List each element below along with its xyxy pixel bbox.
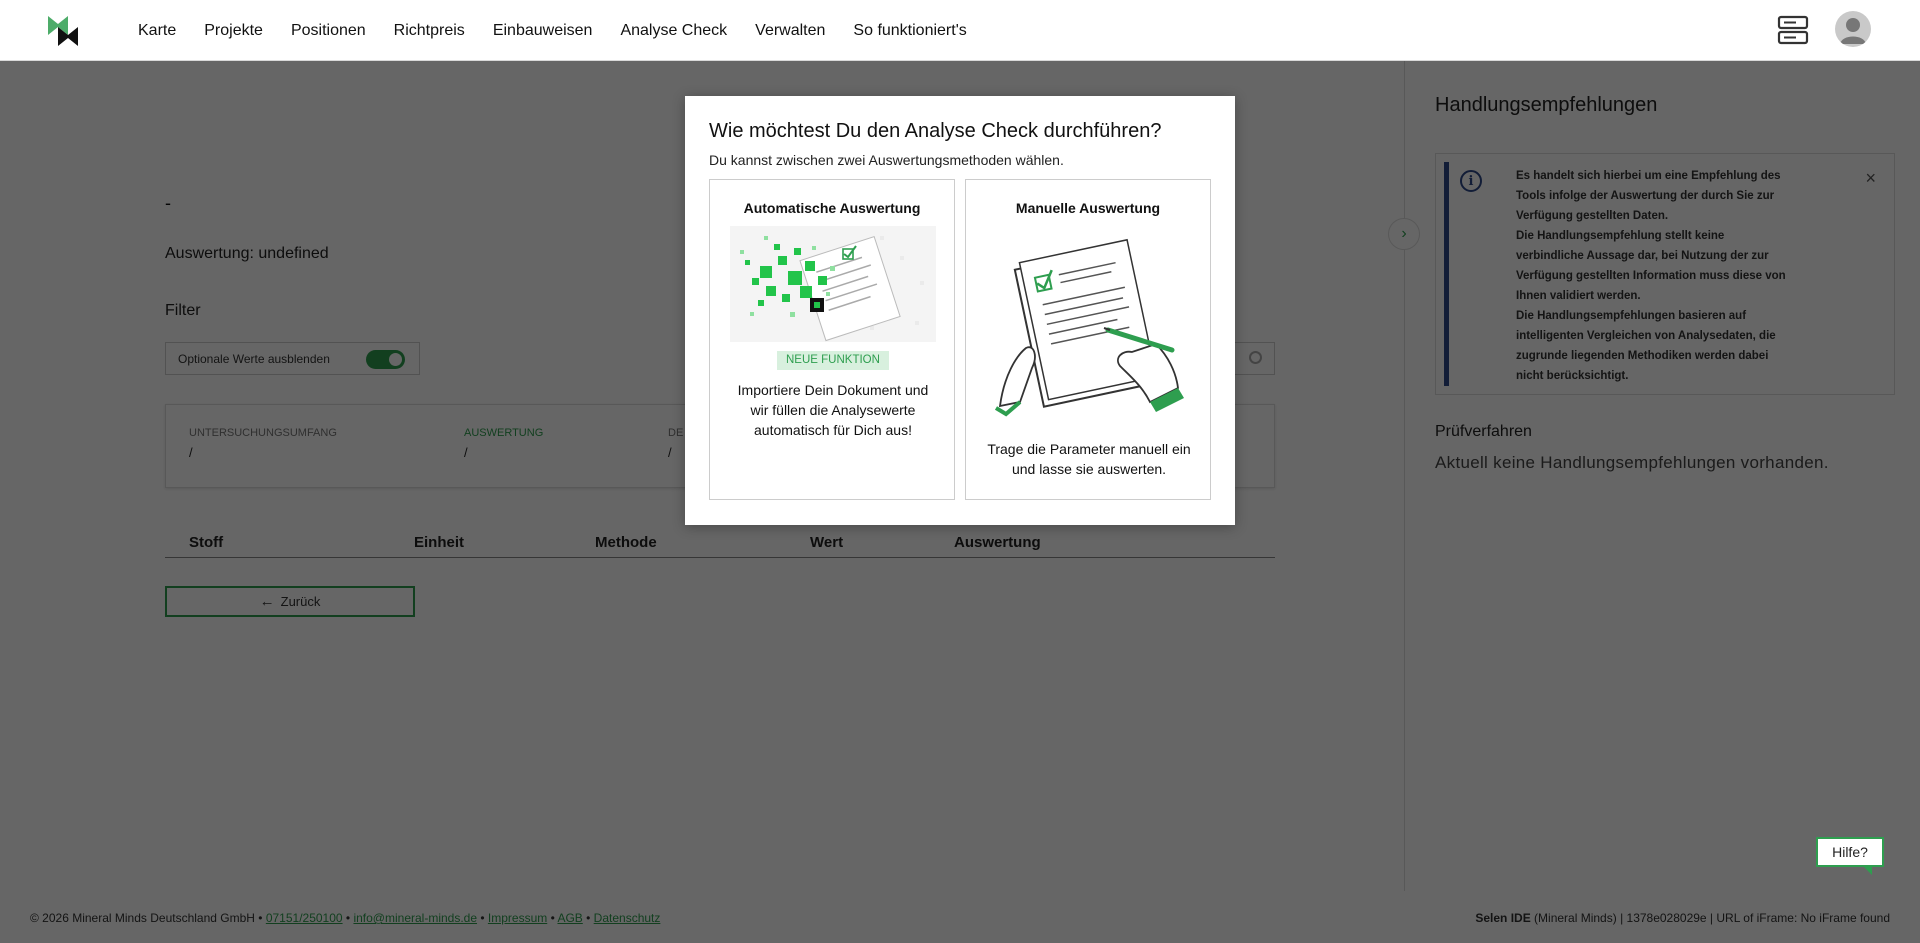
user-avatar-icon[interactable] [1835,11,1871,47]
server-icon[interactable] [1776,14,1810,46]
nav-analyse-check[interactable]: Analyse Check [620,21,728,39]
manual-option-title: Manuelle Auswertung [1015,200,1161,216]
nav-karte[interactable]: Karte [138,21,177,39]
automatic-option-title: Automatische Auswertung [743,200,921,216]
automatic-evaluation-option[interactable] [709,179,955,500]
nav-projekte[interactable]: Projekte [204,21,263,39]
nav-einbauweisen[interactable]: Einbauweisen [492,21,593,39]
mineral-minds-logo-icon[interactable] [46,13,84,48]
new-feature-badge: NEUE FUNKTION [777,351,889,370]
nav-so-funktionierts[interactable]: So funktioniert's [853,21,967,39]
analysis-method-modal [685,96,1235,525]
nav-verwalten[interactable]: Verwalten [755,21,826,39]
manual-entry-illustration-icon [986,226,1192,426]
nav-richtpreis[interactable]: Richtpreis [393,21,465,39]
automatic-option-description: Importiere Dein Dokument und wir füllen die Analysewerte automatisch für Dich aus! [737,382,929,438]
help-button[interactable]: Hilfe? [1816,837,1884,867]
main-nav [138,0,995,61]
modal-title: Wie möchtest Du den Analyse Check durchführen? [709,120,1162,142]
manual-evaluation-option[interactable] [965,179,1211,500]
automatic-import-illustration-icon [730,226,936,342]
top-navbar [0,0,1920,61]
manual-option-description: Trage die Parameter manuell ein und lasse sie auswerten. [987,441,1191,477]
nav-positionen[interactable]: Positionen [290,21,366,39]
modal-subtitle: Du kannst zwischen zwei Auswertungsmethoden wählen. [709,152,1064,168]
